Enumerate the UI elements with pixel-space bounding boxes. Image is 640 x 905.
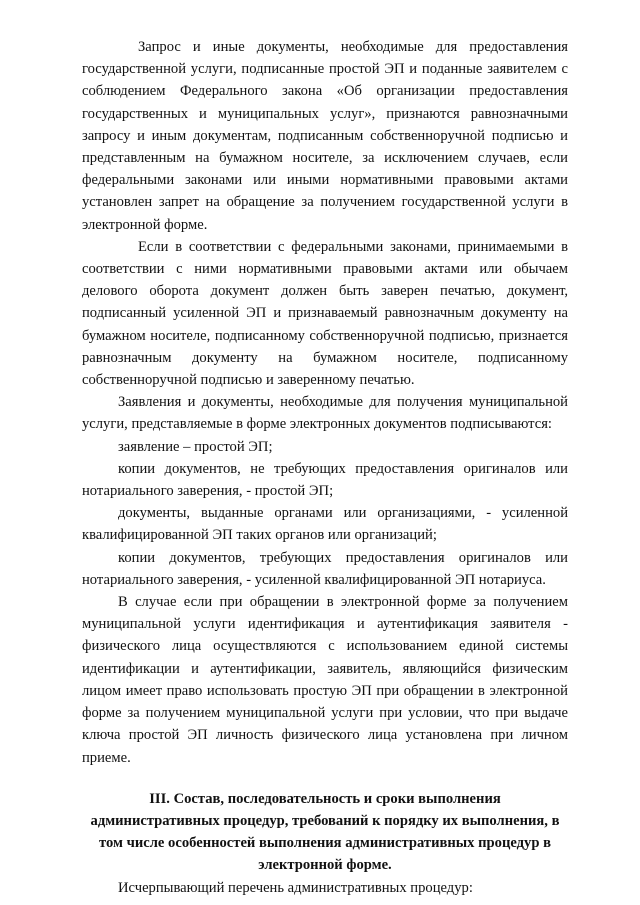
document-body (82, 36, 568, 899)
list-item-copies-simple: копии документов, не требующих предоставления оригиналов или нотариального заверения, - простой ЭП; (82, 460, 568, 500)
paragraph-electronic-request: Запрос и иные документы, необходимые для предоставления государственной услуги, подписанные простой ЭП и поданные заявителем с соблюдением Федерального закона «Об организации предоставления государственных и муниципальных услуг», признаются равнозначными запросу и иным документам, подписанным собственноручной подписью и представленным на бумажном носителе, за исключением случаев, если федеральными законами или иными нормативными правовыми актами установлен запрет на обращение за получением государственной услуги в электронной форме. (82, 39, 568, 233)
list-item-copies-notary: копии документов, требующих предоставления оригиналов или нотариального заверения, - усиленной квалифицированной ЭП нотариуса. (82, 549, 568, 588)
list-item-issued-documents: документы, выданные органами или организациями, - усиленной квалифицированной ЭП таких органов или организаций; (82, 505, 568, 544)
section-heading: III. Состав, последовательность и сроки выполнения административных процедур, требований к порядку их выполнения, в том числе особенностей выполнения административных процедур в электронной форме. (90, 790, 560, 874)
paragraph-signing-rules: Заявления и документы, необходимые для получения муниципальной услуги, представляемые в форме электронных документов подписываются: (82, 394, 568, 433)
paragraph-seal-equivalence: Если в соответствии с федеральными законами, принимаемыми в соответствии с ними нормативными правовыми актами или обычаем делового оборота документ должен быть заверен печатью, документ, подписанный усиленной ЭП и признаваемый равнозначным документу на бумажном носителе, подписанному собственноручной подписью, признается равнозначным документу на бумажном носителе, подписанному собственноручной подписью и заверенному печатью. (82, 238, 568, 389)
list-item-application: заявление – простой ЭП; (118, 438, 273, 455)
paragraph-identification: В случае если при обращении в электронной форме за получением муниципальной услуги идентификация и аутентификация заявителя - физического лица осуществляются с использованием единой системы идентификации и аутентификации, заявитель, являющийся физическим лицом имеет право использовать простую ЭП при обращении в электронной форме за получением муниципальной услуги при условии, что при выдаче ключа простой ЭП личность физического лица установлена при личном приеме. (82, 594, 568, 766)
paragraph-procedures-list: Исчерпывающий перечень административных процедур: (118, 879, 473, 896)
